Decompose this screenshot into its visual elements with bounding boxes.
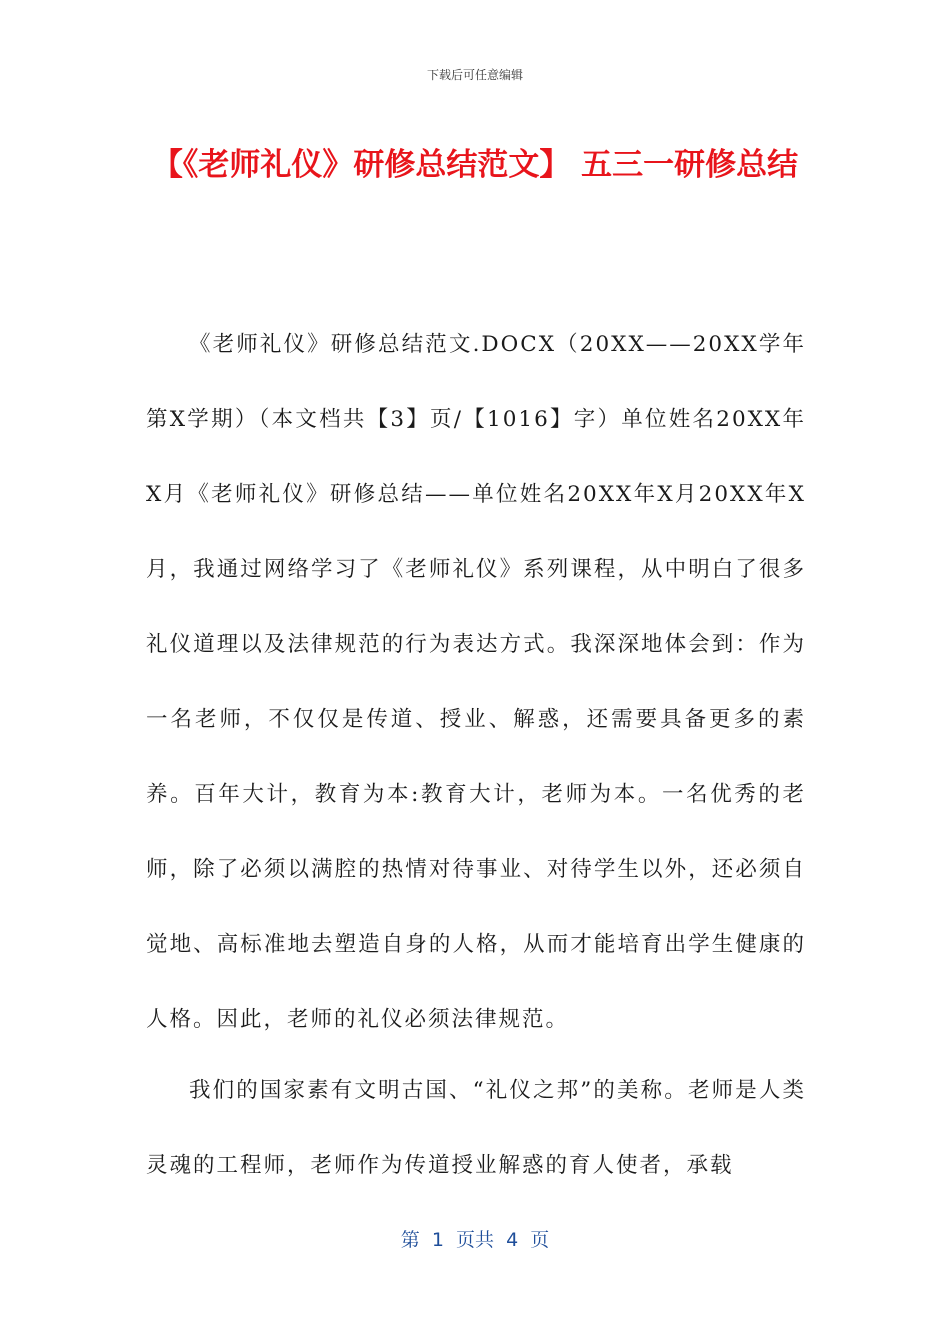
header-note: 下载后可任意编辑	[426, 68, 523, 82]
document-title: 【《老师礼仪》研修总结范文】 五三一研修总结	[151, 147, 799, 183]
body-paragraph-2: 我们的国家素有文明古国、“礼仪之邦”的美称。老师是人类灵魂的工程师，老师作为传道授业解惑的育人使者，承载	[146, 1078, 806, 1178]
page-footer: 第 1 页共 4 页	[400, 1229, 550, 1251]
body-paragraph-1: 《老师礼仪》研修总结范文.DOCX（20XX——20XX学年第X学期）（本文档共【3】页/【1016】字）单位姓名20XX年X月《老师礼仪》研修总结——单位姓名20XX年X月20XX年X月，我通过网络学习了《老师礼仪》系列课程，从中明白了很多礼仪道理以及法律规范的行为表达方式。我深深地体会到：作为一名老师，不仅仅是传道、授业、解惑，还需要具备更多的素养。百年大计，教育为本:教育大计，老师为本。一名优秀的老师，除了必须以满腔的热情对待事业、对待学生以外，还必须自觉地、高标准地去塑造自身的人格，从而才能培育出学生健康的人格。因此，老师的礼仪必须法律规范。	[146, 332, 806, 1032]
